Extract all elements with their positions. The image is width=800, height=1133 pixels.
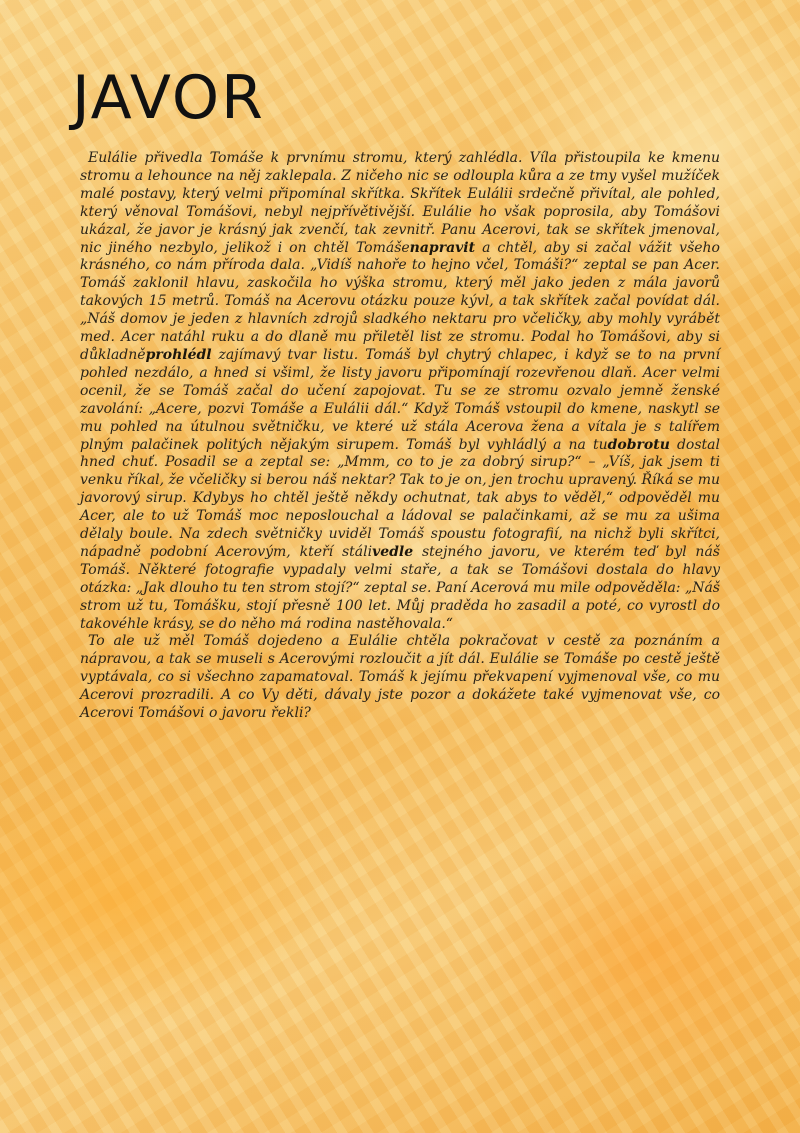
highlighted-word-vedle: vedle: [372, 543, 414, 560]
page-title: JAVOR: [72, 63, 265, 133]
story-text-segment: a chtěl, aby si začal vážit všeho krásného, co nám příroda dala. „Vidíš nahoře to hejno včel, Tomáši?“ zeptal se pan Acer. Tomáš zaklonil hlavu, zaskočila ho výška stromu, který měl jako jeden z mála javorů takových 15 metrů. Tomáš na Acerovu otázku pouze kývl, a tak skřítek začal povídat dál. „Náš domov je jeden z hlavních zdrojů sladkého nektaru pro včeličky, aby mohly vyrábět med. Acer natáhl ruku a do dlaně mu přiletěl list ze stromu. Podal ho Tomášovi, aby si důkladně: [80, 239, 720, 363]
story-text-segment: zajímavý tvar listu. Tomáš byl chytrý chlapec, i když se to na první pohled nezdálo, a hned si všiml, že listy javoru připomínají rozevřenou dlaň. Acer velmi ocenil, že se Tomáš začal do učení zapojovat. Tu se ze stromu ozvalo jemně ženské zavolání: „Acere, pozvi Tomáše a Eulálii dál.“ Když Tomáš vstoupil do kmene, naskytl se mu pohled na útulnou světničku, ve které už stála Acerova žena a vítala je s talířem plným palačinek politých nějakým sirupem. Tomáš byl vyhládlý a na tu: [80, 346, 720, 453]
story-paragraph-1: [80, 150, 720, 633]
highlighted-word-napravit: napravit: [409, 239, 476, 256]
story-text-segment: stejného javoru, ve kterém teď byl náš Tomáš. Některé fotografie vypadaly velmi staře, a tak se Tomášovi dostala do hlavy otázka: „Jak dlouho tu ten strom stojí?“ zeptal se. Paní Acerová mu mile odpověděla: „Náš strom už tu, Tomášku, stojí přesně 100 let. Můj praděda ho zasadil a poté, co vyrostl do takovéhle krásy, se do něho má rodina nastěhovala.“: [80, 543, 720, 632]
highlighted-word-dobrotu: dobrotu: [607, 436, 670, 453]
story-text-segment: dostal hned chuť. Posadil se a zeptal se: „Mmm, co to je za dobrý sirup?“ – „Víš, jak jsem ti venku říkal, že včeličky si berou náš nektar? Tak to je on, jen trochu upravený. Říká se mu javorový sirup. Kdybys ho chtěl ještě někdy ochutnat, tak abys to věděl,“ odpověděl mu Acer, ale to už Tomáš moc neposlouchal a ládoval se palačinkami, až se mu za ušima dělaly boule. Na zdech světničky uviděl Tomáš spoustu fotografií, na nichž byli skřítci, nápadně podobní Acerovým, kteří stáli: [80, 436, 720, 560]
story-paragraph-2: To ale už měl Tomáš dojedeno a Eulálie chtěla pokračovat v cestě za poznáním a nápravou, a tak se museli s Acerovými rozloučit a jít dál. Eulálie se Tomáše po cestě ještě vyptávala, co si všechno zapamatoval. Tomáš k jejímu překvapení vyjmenoval vše, co mu Acerovi prozradili. A co Vy děti, dávaly jste pozor a dokážete také vyjmenovat vše, co Acerovi Tomášovi o javoru řekli?: [80, 633, 720, 722]
highlighted-word-prohledl: prohlédl: [145, 346, 212, 363]
story-text-segment: Eulálie přivedla Tomáše k prvnímu stromu, který zahlédla. Víla přistoupila ke kmenu stromu a lehounce na něj zaklepala. Z ničeho nic se odloupla kůra a ze tmy vyšel mužíček malé postavy, který velmi připomínal skřítka. Skřítek Eulálii srdečně přivítal, ale pohled, který věnoval Tomášovi, nebyl nejpřívětivější. Eulálie ho však poprosila, aby Tomášovi ukázal, že javor je krásný jak zvenčí, tak zevnitř. Panu Acerovi, tak se skřítek jmenoval, nic jiného nezbylo, jelikož i on chtěl Tomáše: [80, 150, 720, 256]
story-text: [80, 150, 720, 723]
